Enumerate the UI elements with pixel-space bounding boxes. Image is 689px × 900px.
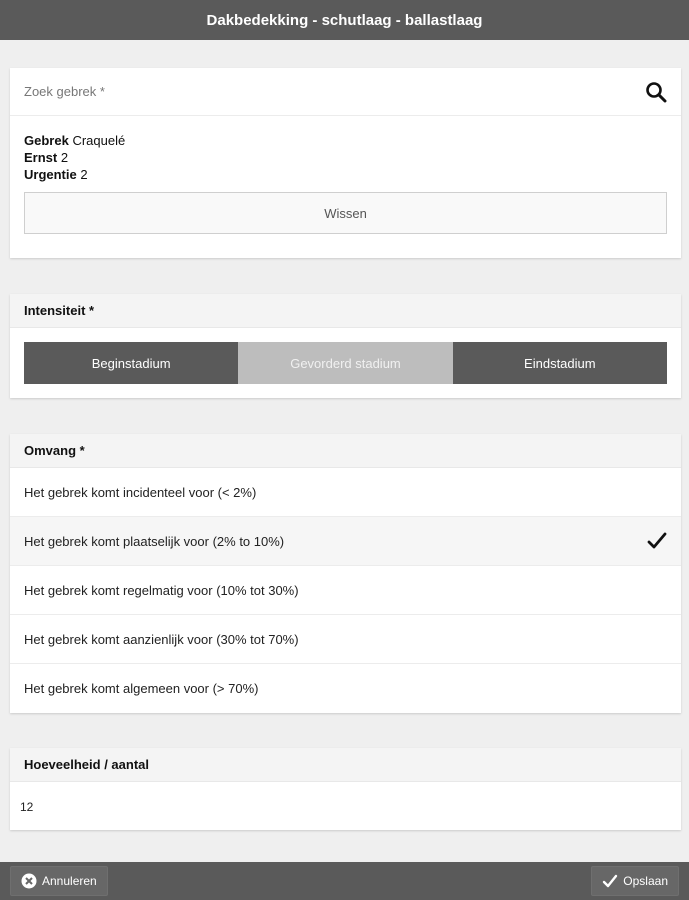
page-title: Dakbedekking - schutlaag - ballastlaag xyxy=(206,11,483,29)
gebrek-line xyxy=(24,132,667,149)
title-bar xyxy=(0,0,689,40)
gebrek-label: Gebrek xyxy=(24,133,69,148)
intensity-option-eindstadium[interactable]: Eindstadium xyxy=(453,342,667,384)
quantity-card xyxy=(10,748,681,830)
extent-card xyxy=(10,434,681,713)
search-row xyxy=(10,68,681,116)
checkmark-icon xyxy=(602,873,618,889)
extent-list xyxy=(10,468,681,713)
extent-option-label: Het gebrek komt aanzienlijk voor (30% tot 70%) xyxy=(24,631,299,647)
extent-option[interactable] xyxy=(10,566,681,615)
bottom-toolbar xyxy=(0,862,689,900)
cancel-button[interactable] xyxy=(10,866,108,896)
ernst-label: Ernst xyxy=(24,150,58,165)
intensity-option-gevorderd-stadium[interactable]: Gevorderd stadium xyxy=(238,342,452,384)
extent-option[interactable] xyxy=(10,517,681,566)
save-button[interactable] xyxy=(591,866,679,896)
extent-option-label: Het gebrek komt plaatselijk voor (2% to 10%) xyxy=(24,533,285,549)
cancel-button-label: Annuleren xyxy=(42,874,97,888)
clear-button[interactable]: Wissen xyxy=(24,192,667,234)
ernst-line xyxy=(24,149,667,166)
intensity-segmented-control xyxy=(24,342,667,384)
ernst-value: 2 xyxy=(60,150,69,165)
defect-search-card xyxy=(10,68,681,258)
extent-option[interactable] xyxy=(10,664,681,713)
checkmark-icon xyxy=(647,532,667,550)
extent-option[interactable] xyxy=(10,615,681,664)
search-input[interactable] xyxy=(24,84,645,99)
extent-option[interactable] xyxy=(10,468,681,517)
extent-header: Omvang * xyxy=(10,434,681,468)
intensity-option-beginstadium[interactable]: Beginstadium xyxy=(24,342,238,384)
quantity-header: Hoeveelheid / aantal xyxy=(10,748,681,782)
search-icon[interactable] xyxy=(645,81,667,103)
intensity-card xyxy=(10,294,681,398)
gebrek-value: Craquelé xyxy=(72,133,126,148)
urgentie-value: 2 xyxy=(80,167,88,182)
extent-option-label: Het gebrek komt regelmatig voor (10% tot 30%) xyxy=(24,582,299,598)
extent-option-label: Het gebrek komt incidenteel voor (< 2%) xyxy=(24,484,257,500)
intensity-header: Intensiteit * xyxy=(10,294,681,328)
urgentie-line xyxy=(24,166,667,183)
quantity-field[interactable]: 12 xyxy=(20,800,34,814)
extent-option-label: Het gebrek komt algemeen voor (> 70%) xyxy=(24,681,259,696)
save-button-label: Opslaan xyxy=(623,874,668,888)
urgentie-label: Urgentie xyxy=(24,167,77,182)
defect-info xyxy=(10,116,681,183)
close-circle-icon xyxy=(21,873,37,889)
